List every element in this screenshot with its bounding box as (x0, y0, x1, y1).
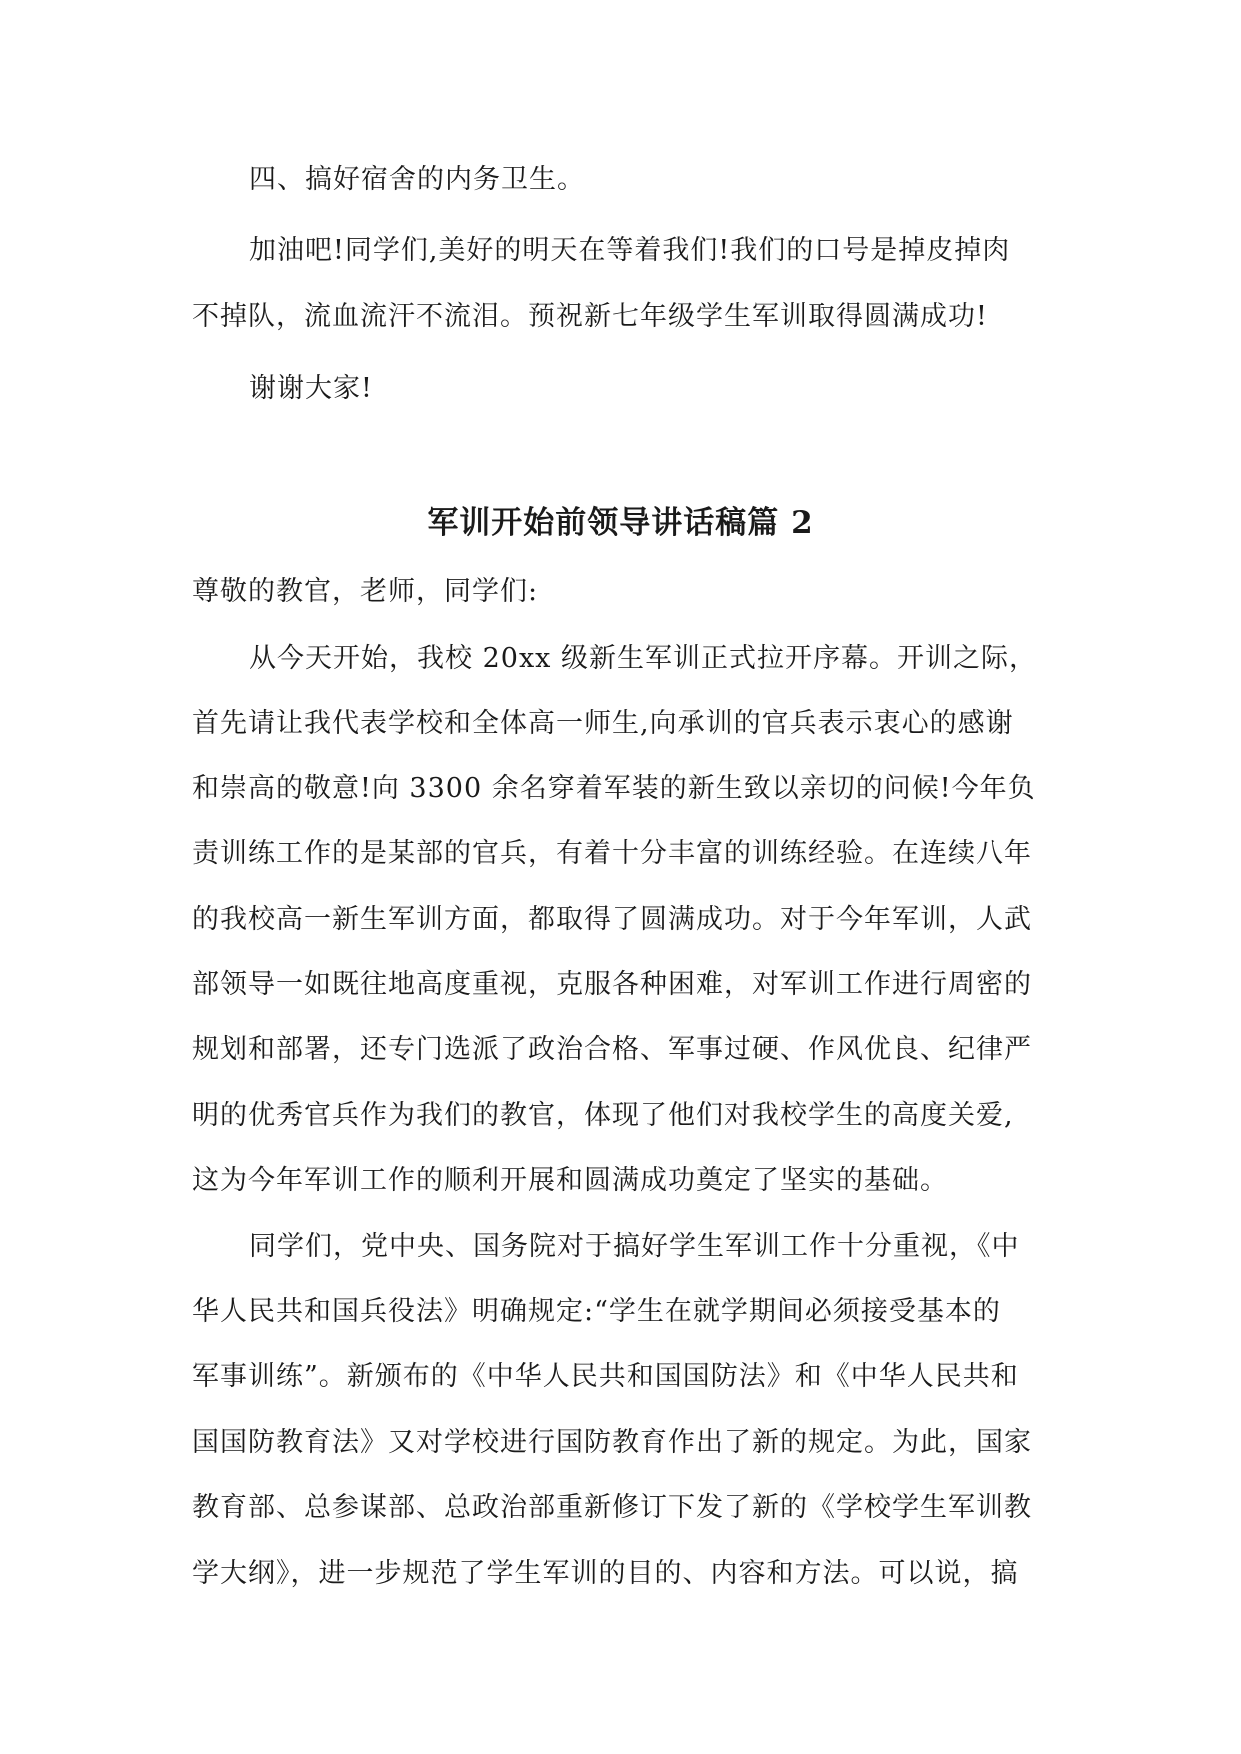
text-line: 军事训练”。新颁布的《中华人民共和国国防法》和《中华人民共和 (192, 1361, 1019, 1392)
text-line: 国国防教育法》又对学校进行国防教育作出了新的规定。为此，国家 (192, 1427, 1032, 1458)
text-line: 和崇高的敬意!向 3300 余名穿着军装的新生致以亲切的问候!今年负 (192, 773, 1036, 804)
text-line: 同学们，党中央、国务院对于搞好学生军训工作十分重视，《中 (249, 1231, 1020, 1262)
text-line: 首先请让我代表学校和全体高一师生,向承训的官兵表示衷心的感谢 (192, 708, 1014, 739)
text-line: 学大纲》，进一步规范了学生军训的目的、内容和方法。可以说，搞 (192, 1558, 1019, 1589)
text-line: 教育部、总参谋部、总政治部重新修订下发了新的《学校学生军训教 (192, 1492, 1032, 1523)
text-line: 这为今年军训工作的顺利开展和圆满成功奠定了坚实的基础。 (192, 1165, 948, 1196)
text-line: 明的优秀官兵作为我们的教官，体现了他们对我校学生的高度关爱, (192, 1100, 1014, 1131)
text-line: 规划和部署，还专门选派了政治合格、军事过硬、作风优良、纪律严 (192, 1034, 1032, 1065)
text-line: 加油吧!同学们,美好的明天在等着我们!我们的口号是掉皮掉肉 (249, 235, 1011, 266)
text-line: 不掉队，流血流汗不流泪。预祝新七年级学生军训取得圆满成功! (192, 301, 988, 332)
text-line: 四、搞好宿舍的内务卫生。 (249, 164, 585, 195)
text-line: 华人民共和国兵役法》明确规定:“学生在就学期间必须接受基本的 (192, 1296, 1001, 1327)
text-line: 从今天开始，我校 20xx 级新生军训正式拉开序幕。开训之际， (249, 643, 1037, 674)
text-line: 谢谢大家! (249, 373, 373, 404)
text-line: 的我校高一新生军训方面，都取得了圆满成功。对于今年军训，人武 (192, 904, 1032, 935)
text-line: 部领导一如既往地高度重视，克服各种困难，对军训工作进行周密的 (192, 969, 1032, 1000)
section-title: 军训开始前领导讲话稿篇 2 (427, 505, 814, 541)
text-line: 尊敬的教官，老师，同学们: (192, 576, 539, 607)
text-line: 责训练工作的是某部的官兵，有着十分丰富的训练经验。在连续八年 (192, 838, 1032, 869)
